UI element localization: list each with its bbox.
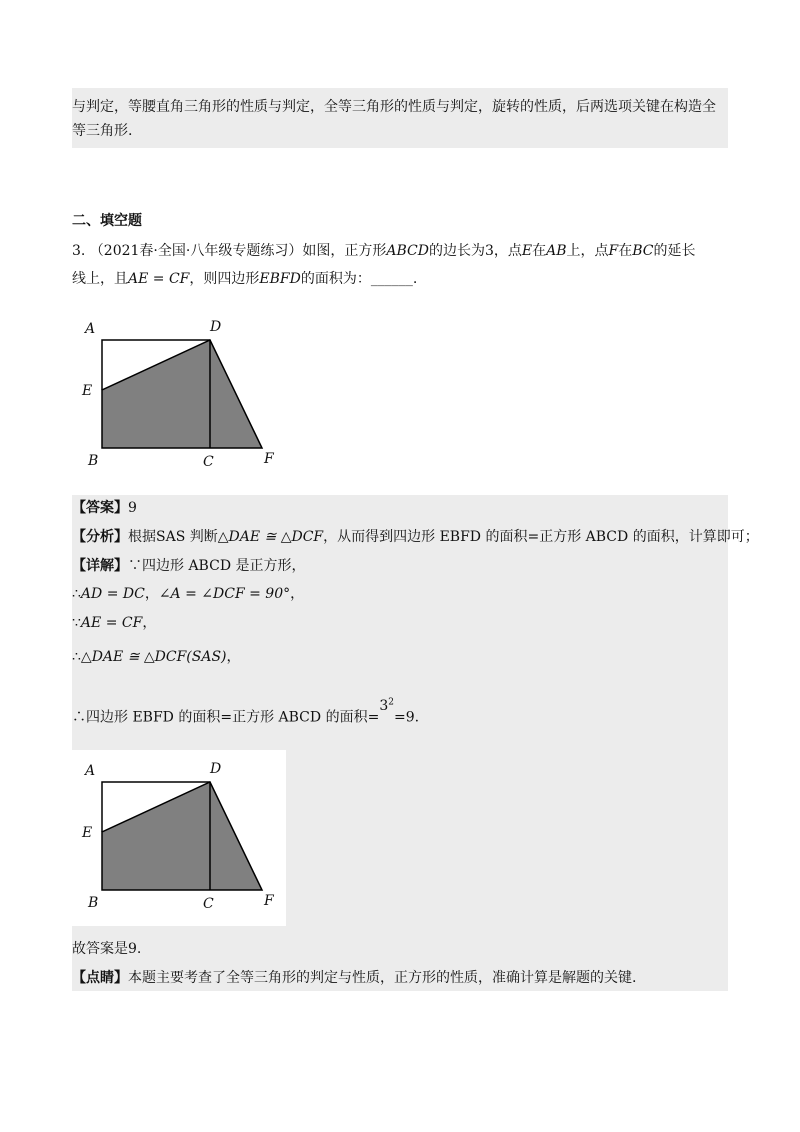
math-ebfd: EBFD <box>259 271 301 287</box>
problem-text: 在 <box>532 243 547 259</box>
comment-tag: 【点睛】 <box>72 970 128 986</box>
geometry-figure-svg <box>72 310 286 486</box>
label-b: B <box>88 453 99 469</box>
area-power <box>379 698 394 714</box>
label-e: E <box>82 383 93 399</box>
comment-line <box>72 967 636 989</box>
comma: ， <box>226 649 241 665</box>
detail-text: ∵四边形 ABCD 是正方形， <box>128 558 306 574</box>
geometry-figure-svg <box>72 750 286 926</box>
problem-text: 在 <box>618 243 633 259</box>
label-e: E <box>82 825 93 841</box>
math-ab: AB <box>546 243 567 259</box>
problem-text: 3. （2021春·全国·八年级专题练习）如图，正方形 <box>72 243 387 259</box>
previous-explanation-line2: 等三角形. <box>72 123 133 139</box>
final-answer-line: 故答案是9. <box>72 941 142 957</box>
math-f: F <box>608 243 619 259</box>
quadrilateral-ebfd <box>102 340 262 448</box>
detail-tag: 【详解】 <box>72 558 128 574</box>
geometry-figure-problem <box>72 310 286 486</box>
math-e: E <box>521 243 533 259</box>
problem-text: 的面积为：______. <box>300 271 418 287</box>
step-congruence <box>72 646 241 668</box>
label-f: F <box>264 451 274 467</box>
because-symbol: ∵ <box>72 615 81 631</box>
analysis-math: △DAE ≅ △DCF <box>217 529 324 545</box>
label-c: C <box>203 896 214 912</box>
analysis-tag: 【分析】 <box>72 529 128 545</box>
analysis-line <box>72 526 759 548</box>
problem-statement <box>72 240 728 290</box>
problem-text: ，则四边形 <box>189 271 260 287</box>
label-d: D <box>210 319 222 335</box>
comma: ， <box>144 586 159 602</box>
problem-text: 上，点 <box>566 243 609 259</box>
problem-line1 <box>72 240 696 262</box>
label-f: F <box>264 893 274 909</box>
label-a: A <box>85 321 96 337</box>
math-bc: BC <box>632 243 654 259</box>
problem-text: 的延长 <box>653 243 696 259</box>
label-a: A <box>85 763 96 779</box>
comma: ， <box>290 586 305 602</box>
math-abcd: ABCD <box>386 243 429 259</box>
section-title: 二、填空题 <box>72 213 142 229</box>
math-ae-cf: AE = CF <box>80 615 143 631</box>
therefore-symbol: ∴ <box>72 586 81 602</box>
comment-text: 本题主要考查了全等三角形的判定与性质，正方形的性质，准确计算是解题的关键. <box>128 970 637 986</box>
answer-value: 9 <box>128 500 137 516</box>
problem-line2 <box>72 268 417 290</box>
math-congruence: △DAE ≅ △DCF(SAS) <box>80 649 227 665</box>
area-base: 3 <box>379 697 389 714</box>
area-exponent: 2 <box>388 697 394 707</box>
math-ae-cf: AE = CF <box>128 271 190 287</box>
problem-text: 的边长为3，点 <box>428 243 522 259</box>
previous-explanation-line1: 与判定，等腰直角三角形的性质与判定，全等三角形的性质与判定，旋转的性质，后两选项关键在构造全 <box>72 99 716 115</box>
therefore-symbol: ∴ <box>72 649 81 665</box>
comma: ， <box>142 615 157 631</box>
quadrilateral-ebfd <box>102 782 262 890</box>
analysis-text: 根据SAS 判断 <box>128 529 218 545</box>
step-ae-cf <box>72 612 156 634</box>
step-ad-dc <box>72 583 304 605</box>
previous-explanation-block <box>72 88 728 148</box>
area-text: ∴四边形 EBFD 的面积=正方形 ABCD 的面积= <box>72 709 380 726</box>
step-area <box>72 697 420 729</box>
geometry-figure-solution <box>72 750 286 926</box>
answer-tag: 【答案】 <box>72 500 128 516</box>
label-d: D <box>210 761 222 777</box>
label-b: B <box>88 895 99 911</box>
label-c: C <box>203 454 214 470</box>
area-result: =9. <box>393 709 420 726</box>
math-ad-dc: AD = DC <box>80 586 145 602</box>
math-angle-eq: ∠A = ∠DCF = 90° <box>158 586 291 602</box>
analysis-text: ，从而得到四边形 EBFD 的面积=正方形 ABCD 的面积，计算即可； <box>323 529 759 545</box>
answer-line <box>72 497 137 519</box>
problem-text: 线上，且 <box>72 271 128 287</box>
detail-line <box>72 555 306 577</box>
